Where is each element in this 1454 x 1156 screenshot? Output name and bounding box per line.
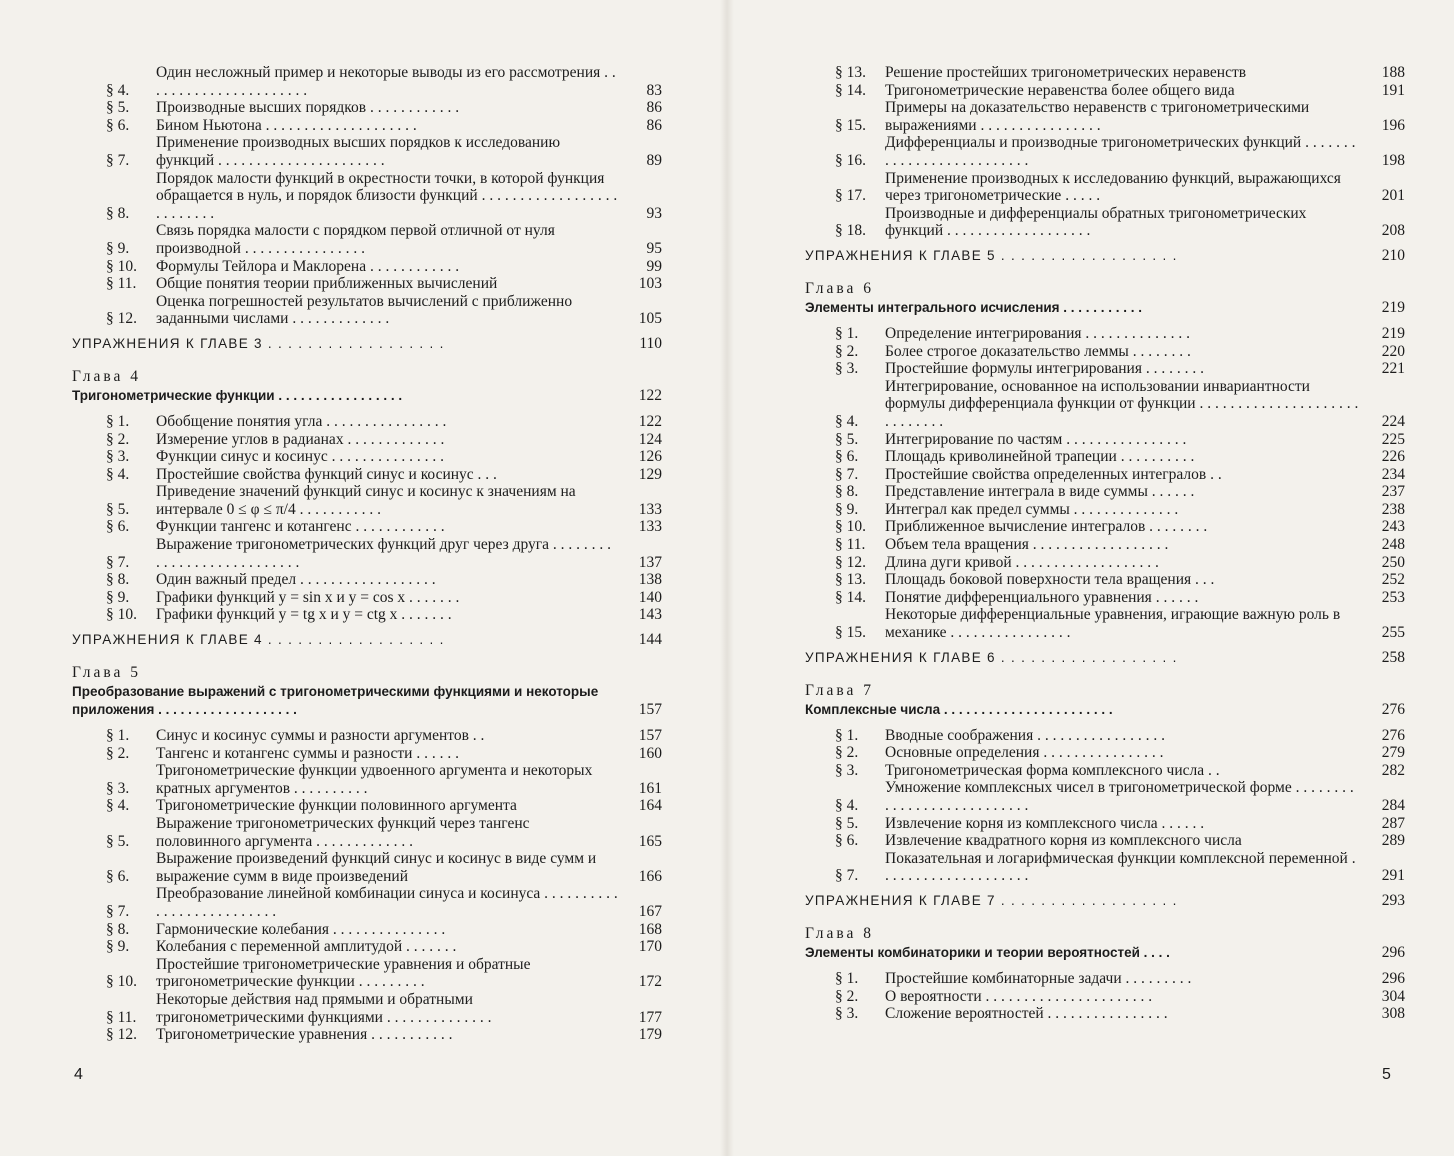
section-number: § 1. xyxy=(835,969,859,987)
toc-entry xyxy=(72,762,662,797)
section-number: § 9. xyxy=(106,938,130,956)
chapter-label: Глава 4 xyxy=(72,367,142,385)
section-title: Простейшие формулы интегрирования . . . . . . . . xyxy=(885,360,1204,378)
chapter-label: Глава 8 xyxy=(805,924,875,942)
toc-entry xyxy=(805,744,1405,762)
section-number: § 9. xyxy=(106,588,130,606)
toc-entry xyxy=(805,134,1405,169)
toc-entry xyxy=(72,727,662,745)
section-number: § 8. xyxy=(106,204,130,222)
page-ref: 126 xyxy=(638,448,662,466)
section-number: § 2. xyxy=(835,342,859,360)
page-ref: 164 xyxy=(638,797,662,815)
page-ref: 86 xyxy=(646,99,662,117)
page-ref: 252 xyxy=(1381,571,1405,589)
section-number: § 11. xyxy=(106,1008,137,1026)
section-number: § 7. xyxy=(835,465,859,483)
section-title: Производные высших порядков . . . . . . . . . . . . xyxy=(156,99,460,117)
section-title: Порядок малости функций в окрестности точки, в которой функция обращается в нуль, и порядок близости функций . . . . . . . . . . . . . . . . . . . . . . . . . . xyxy=(156,169,618,222)
section-title: Представление интеграла в виде суммы . . . . . . xyxy=(885,483,1195,501)
toc-entry xyxy=(72,99,662,117)
section-title: Более строгое доказательство леммы . . . . . . . . xyxy=(885,342,1191,360)
toc-entry xyxy=(72,293,662,328)
page-ref: 95 xyxy=(646,239,662,257)
page-ref: 191 xyxy=(1381,81,1405,99)
toc-entry xyxy=(72,134,662,169)
section-number: § 16. xyxy=(835,151,866,169)
page-ref: 248 xyxy=(1381,536,1405,554)
toc-entry xyxy=(805,501,1405,519)
toc-entry xyxy=(72,448,662,466)
section-number: § 10. xyxy=(106,606,137,624)
section-title: Дифференциалы и производные тригонометрических функций . . . . . . . . . . . . . . . . . . . . . . . . . . xyxy=(885,134,1356,169)
page-ref: 282 xyxy=(1381,761,1405,779)
section-number: § 10. xyxy=(106,257,137,275)
section-title: Площадь боковой поверхности тела вращения . . . xyxy=(885,571,1215,589)
toc-entry xyxy=(72,956,662,991)
section-title: Выражение тригонометрических функций через тангенс половинного аргумента . . . . . . . . . . . . . xyxy=(156,815,530,850)
chapter-label: Глава 6 xyxy=(805,279,875,297)
toc-entry xyxy=(805,606,1405,641)
chapter-title xyxy=(72,387,662,405)
section-title: Некоторые действия над прямыми и обратными тригонометрическими функциями . . . . . . . . . . . . . . xyxy=(156,990,492,1026)
section-number: § 7. xyxy=(835,867,859,885)
page-ref: 198 xyxy=(1381,151,1405,169)
section-title: Тригонометрические неравенства более общего вида xyxy=(885,81,1235,99)
toc-entry xyxy=(72,921,662,939)
page-ref: 304 xyxy=(1381,987,1405,1005)
section-number: § 10. xyxy=(835,518,866,536)
page-ref: 133 xyxy=(638,500,662,518)
section-number: § 8. xyxy=(835,483,859,501)
chapter-title xyxy=(805,299,1405,317)
section-title: Один важный предел . . . . . . . . . . . . . . . . . . xyxy=(156,571,436,589)
section-title: Примеры на доказательство неравенств с тригонометрическими выражениями . . . . . . . . . . . . . . . . xyxy=(885,99,1310,134)
section-title: Связь порядка малости с порядком первой отличной от нуля производной . . . . . . . . . . . . . . . . xyxy=(156,222,555,257)
page-ref: 255 xyxy=(1381,624,1405,642)
toc-entry xyxy=(805,343,1405,361)
page-ref: 172 xyxy=(638,973,662,991)
toc-entry xyxy=(72,413,662,431)
section-title: Интегрирование по частям . . . . . . . . . . . . . . . . xyxy=(885,430,1187,448)
section-number: § 15. xyxy=(835,624,866,642)
section-title: Простейшие свойства определенных интегралов . . xyxy=(885,465,1222,483)
page-ref: 225 xyxy=(1381,430,1405,448)
right-page xyxy=(727,0,1454,1156)
page-ref: 279 xyxy=(1381,744,1405,762)
page-ref: 165 xyxy=(638,832,662,850)
toc-entry xyxy=(72,745,662,763)
page-ref: 238 xyxy=(1381,500,1405,518)
section-number: § 1. xyxy=(106,727,130,745)
section-title: Формулы Тейлора и Маклорена . . . . . . . . . . . . xyxy=(156,257,460,275)
page-ref: 86 xyxy=(646,116,662,134)
section-title: Графики функций y = tg x и y = ctg x . . . . . . . xyxy=(156,606,452,624)
section-title: Обобщение понятия угла . . . . . . . . . . . . . . . . xyxy=(156,412,447,430)
toc-entry xyxy=(72,571,662,589)
section-title: Приближенное вычисление интегралов . . . . . . . . xyxy=(885,518,1208,536)
section-title: Тригонометрическая форма комплексного числа . . xyxy=(885,761,1220,779)
page-ref: 220 xyxy=(1381,342,1405,360)
section-number: § 5. xyxy=(106,500,130,518)
section-title: Применение производных к исследованию функций, выражающихся через тригонометрические . . . . . xyxy=(885,169,1341,205)
section-number: § 5. xyxy=(835,814,859,832)
section-title: Тригонометрические функции половинного аргумента xyxy=(156,797,517,815)
section-title: Умножение комплексных чисел в тригонометрической форме . . . . . . . . . . . . . . . . . . . . . . . . . . . xyxy=(885,779,1354,814)
page-ref: 140 xyxy=(638,588,662,606)
page-ref: 188 xyxy=(1381,64,1405,81)
section-title: Вводные соображения . . . . . . . . . . . . . . . . . xyxy=(885,726,1165,744)
toc-entry xyxy=(805,1005,1405,1023)
section-number: § 8. xyxy=(106,571,130,589)
page-ref: 167 xyxy=(638,902,662,920)
page-ref: 234 xyxy=(1381,465,1405,483)
toc-entry xyxy=(805,205,1405,240)
section-title: Определение интегрирования . . . . . . . . . . . . . . xyxy=(885,324,1190,342)
section-title: О вероятности . . . . . . . . . . . . . . . . . . . . . . xyxy=(885,987,1153,1005)
toc-entry xyxy=(805,589,1405,607)
section-number: § 3. xyxy=(835,761,859,779)
section-number: § 9. xyxy=(835,500,859,518)
section-title: Функции синус и косинус . . . . . . . . . . . . . . . xyxy=(156,448,444,466)
exercises-title: УПРАЖНЕНИЯ К ГЛАВЕ 5 . . . . . . . . . . . . . . . . . . xyxy=(805,247,1178,263)
section-title: Понятие дифференциального уравнения . . . . . . xyxy=(885,588,1199,606)
section-number: § 4. xyxy=(106,797,130,815)
page-ref: 124 xyxy=(638,430,662,448)
toc-entry xyxy=(805,483,1405,501)
page-number-left: 4 xyxy=(74,1066,83,1083)
section-title: Простейшие комбинаторные задачи . . . . . . . . . xyxy=(885,969,1192,987)
page-ref: 144 xyxy=(638,631,662,649)
section-title: Простейшие тригонометрические уравнения и обратные тригонометрические функции . . . . . . . . . xyxy=(156,955,531,991)
page-ref: 276 xyxy=(1381,700,1405,718)
section-number: § 9. xyxy=(106,239,130,257)
page-ref: 103 xyxy=(638,275,662,293)
section-number: § 3. xyxy=(106,779,130,797)
section-title: Графики функций y = sin x и y = cos x . . . . . . . xyxy=(156,588,460,606)
page-ref: 177 xyxy=(638,1008,662,1026)
section-number: § 4. xyxy=(106,465,130,483)
toc-entry xyxy=(805,325,1405,343)
section-number: § 2. xyxy=(106,430,130,448)
toc-entry xyxy=(72,797,662,815)
section-number: § 4. xyxy=(835,412,859,430)
toc-entry xyxy=(805,82,1405,100)
section-title: Объем тела вращения . . . . . . . . . . . . . . . . . . xyxy=(885,536,1169,554)
page-ref: 168 xyxy=(638,920,662,938)
toc-entry xyxy=(72,606,662,624)
page-ref: 157 xyxy=(638,701,662,719)
page-ref: 201 xyxy=(1381,187,1405,205)
toc-entry xyxy=(72,938,662,956)
toc-entry xyxy=(72,518,662,536)
section-title: Выражение тригонометрических функций друг через друга . . . . . . . . . . . . . . . . . . . . . . . . . . . xyxy=(156,536,611,571)
section-number: § 12. xyxy=(106,310,137,328)
chapter-title-text: Преобразование выражений с тригонометрическими функциями и некоторые приложения . . . . . . . . . . . . . . . . . . . xyxy=(72,684,599,718)
page-ref: 143 xyxy=(638,606,662,624)
toc-entry xyxy=(805,554,1405,572)
section-title: Тангенс и котангенс суммы и разности . . . . . . xyxy=(156,744,459,762)
page-ref: 208 xyxy=(1381,222,1405,240)
section-title: Решение простейших тригонометрических неравенств xyxy=(885,64,1247,81)
chapter-label: Глава 5 xyxy=(72,664,142,682)
exercises-title: УПРАЖНЕНИЯ К ГЛАВЕ 3 . . . . . . . . . . . . . . . . . . xyxy=(72,335,445,351)
section-title: Длина дуги кривой . . . . . . . . . . . . . . . . . . . xyxy=(885,553,1159,571)
page-ref: 122 xyxy=(638,412,662,430)
section-title: Гармонические колебания . . . . . . . . . . . . . . . xyxy=(156,920,446,938)
section-title: Преобразование линейной комбинации синуса и косинуса . . . . . . . . . . . . . . . . . . . . . . . . . . xyxy=(156,885,618,920)
toc-entry xyxy=(805,466,1405,484)
chapter-title xyxy=(805,701,1405,719)
toc-entry xyxy=(805,727,1405,745)
page-ref: 137 xyxy=(638,553,662,571)
page-ref: 83 xyxy=(646,81,662,99)
page-number-right: 5 xyxy=(1382,1066,1391,1083)
section-number: § 11. xyxy=(106,275,137,293)
page-ref: 138 xyxy=(638,571,662,589)
section-title: Общие понятия теории приближенных вычислений xyxy=(156,275,498,293)
toc-entry xyxy=(72,850,662,885)
page-ref: 105 xyxy=(638,310,662,328)
section-number: § 6. xyxy=(835,448,859,466)
page-ref: 276 xyxy=(1381,726,1405,744)
section-number: § 3. xyxy=(835,1005,859,1023)
page-ref: 179 xyxy=(638,1026,662,1044)
section-number: § 4. xyxy=(106,81,130,99)
toc-entry xyxy=(805,815,1405,833)
section-number: § 13. xyxy=(835,64,866,81)
section-number: § 7. xyxy=(106,553,130,571)
exercises-entry xyxy=(805,247,1405,265)
section-number: § 6. xyxy=(106,518,130,536)
page-ref: 166 xyxy=(638,867,662,885)
section-title: Площадь криволинейной трапеции . . . . . . . . . . xyxy=(885,448,1195,466)
toc-entry xyxy=(805,850,1405,885)
toc-entry xyxy=(805,64,1405,82)
page-ref: 161 xyxy=(638,779,662,797)
page-ref: 196 xyxy=(1381,116,1405,134)
page-ref: 284 xyxy=(1381,797,1405,814)
toc-entry xyxy=(805,99,1405,134)
page-ref: 219 xyxy=(1381,324,1405,342)
section-title: Извлечение корня из комплексного числа . . . . . . xyxy=(885,814,1205,832)
page-ref: 289 xyxy=(1381,832,1405,850)
page-ref: 237 xyxy=(1381,483,1405,501)
section-number: § 1. xyxy=(106,412,130,430)
section-title: Выражение произведений функций синус и косинус в виде сумм и выражение сумм в виде произведений xyxy=(156,850,597,885)
page-ref: 287 xyxy=(1381,814,1405,832)
section-title: Измерение углов в радианах . . . . . . . . . . . . . xyxy=(156,430,445,448)
exercises-entry xyxy=(72,631,662,649)
section-number: § 12. xyxy=(835,553,866,571)
section-number: § 14. xyxy=(835,81,866,99)
section-title: Применение производных высших порядков к исследованию функций . . . . . . . . . . . . . . . . . . . . . . xyxy=(156,134,561,169)
page-ref: 99 xyxy=(646,257,662,275)
page-ref: 129 xyxy=(638,465,662,483)
section-number: § 13. xyxy=(835,571,866,589)
page-ref: 110 xyxy=(639,334,662,352)
section-number: § 15. xyxy=(835,116,866,134)
page-ref: 210 xyxy=(1381,246,1405,264)
exercises-title: УПРАЖНЕНИЯ К ГЛАВЕ 4 . . . . . . . . . . . . . . . . . . xyxy=(72,632,445,648)
section-number: § 10. xyxy=(106,973,137,991)
toc-entry xyxy=(805,360,1405,378)
toc-entry xyxy=(805,170,1405,205)
toc-entry xyxy=(72,222,662,257)
page-ref: 296 xyxy=(1381,943,1405,961)
section-title: Основные определения . . . . . . . . . . . . . . . . xyxy=(885,744,1164,762)
section-title: Тригонометрические функции удвоенного аргумента и некоторых кратных аргументов . . . . . . . . . . xyxy=(156,762,593,797)
section-title: Бином Ньютона . . . . . . . . . . . . . . . . . . . . xyxy=(156,116,417,134)
toc-column-right xyxy=(805,64,1405,1023)
section-number: § 7. xyxy=(106,151,130,169)
page-ref: 93 xyxy=(646,204,662,222)
section-number: § 5. xyxy=(835,430,859,448)
exercises-entry xyxy=(805,892,1405,910)
toc-entry xyxy=(72,117,662,135)
exercises-title: УПРАЖНЕНИЯ К ГЛАВЕ 7 . . . . . . . . . . . . . . . . . . xyxy=(805,892,1178,908)
toc-entry xyxy=(72,991,662,1026)
exercises-entry xyxy=(72,335,662,353)
section-title: Функции тангенс и котангенс . . . . . . . . . . . . xyxy=(156,518,445,536)
chapter-label: Глава 7 xyxy=(805,681,875,699)
section-number: § 2. xyxy=(835,744,859,762)
page-ref: 226 xyxy=(1381,448,1405,466)
chapter-title-text: Комплексные числа . . . . . . . . . . . . . . . . . . . . . . . xyxy=(805,701,1113,717)
toc-entry xyxy=(805,378,1405,431)
chapter-title-text: Элементы интегрального исчисления . . . . . . . . . . . xyxy=(805,299,1143,315)
section-number: § 3. xyxy=(106,448,130,466)
page-ref: 157 xyxy=(638,727,662,745)
page-ref: 296 xyxy=(1381,969,1405,987)
page-ref: 160 xyxy=(638,744,662,762)
page-ref: 133 xyxy=(638,518,662,536)
section-number: § 2. xyxy=(106,744,130,762)
section-number: § 7. xyxy=(106,902,130,920)
section-number: § 11. xyxy=(835,536,866,554)
exercises-title: УПРАЖНЕНИЯ К ГЛАВЕ 6 . . . . . . . . . . . . . . . . . . xyxy=(805,649,1178,665)
page-ref: 253 xyxy=(1381,588,1405,606)
page-ref: 89 xyxy=(646,151,662,169)
section-title: Колебания с переменной амплитудой . . . . . . . xyxy=(156,938,457,956)
page-ref: 224 xyxy=(1381,412,1405,430)
page-ref: 219 xyxy=(1381,298,1405,316)
toc-entry xyxy=(805,762,1405,780)
toc-entry xyxy=(805,448,1405,466)
section-number: § 2. xyxy=(835,987,859,1005)
page-ref: 243 xyxy=(1381,518,1405,536)
section-number: § 3. xyxy=(835,360,859,378)
section-title: Приведение значений функций синус и косинус к значениям на интервале 0 ≤ φ ≤ π/4 . . . . . . . . . . . xyxy=(156,483,576,518)
section-title: Производные и дифференциалы обратных тригонометрических функций . . . . . . . . . . . . . . . . . . . xyxy=(885,204,1307,240)
section-title: Тригонометрические уравнения . . . . . . . . . . . xyxy=(156,1026,453,1044)
toc-entry xyxy=(72,466,662,484)
toc-entry xyxy=(72,170,662,223)
toc-entry xyxy=(72,483,662,518)
section-title: Интеграл как предел суммы . . . . . . . . . . . . . . xyxy=(885,500,1179,518)
page-ref: 221 xyxy=(1381,360,1405,378)
section-number: § 1. xyxy=(835,726,859,744)
section-number: § 5. xyxy=(106,832,130,850)
section-number: § 1. xyxy=(835,324,859,342)
section-title: Показательная и логарифмическая функции комплексной переменной . . . . . . . . . . . . . . . . . . . . xyxy=(885,849,1356,885)
toc-entry xyxy=(72,258,662,276)
toc-entry xyxy=(805,779,1405,814)
section-title: Некоторые дифференциальные уравнения, играющие важную роль в механике . . . . . . . . . . . . . . . . xyxy=(885,606,1341,642)
page-ref: 291 xyxy=(1381,867,1405,885)
toc-entry xyxy=(72,815,662,850)
section-number: § 18. xyxy=(835,222,866,240)
toc-entry xyxy=(72,275,662,293)
section-title: Извлечение квадратного корня из комплексного числа xyxy=(885,832,1242,850)
section-title: Один несложный пример и некоторые выводы из его рассмотрения . . . . . . . . . . . . . . . . . . . . . . xyxy=(156,64,616,99)
toc-entry xyxy=(805,431,1405,449)
toc-entry xyxy=(805,536,1405,554)
section-number: § 8. xyxy=(106,920,130,938)
chapter-title xyxy=(72,683,662,719)
page-ref: 293 xyxy=(1381,891,1405,909)
toc-entry xyxy=(72,64,662,99)
section-number: § 12. xyxy=(106,1026,137,1044)
section-title: Оценка погрешностей результатов вычислений с приближенно заданными числами . . . . . . . . . . . . . xyxy=(156,292,573,328)
toc-entry xyxy=(72,536,662,571)
section-title: Сложение вероятностей . . . . . . . . . . . . . . . . xyxy=(885,1005,1168,1023)
section-title: Простейшие свойства функций синус и косинус . . . xyxy=(156,465,497,483)
toc-entry xyxy=(72,1026,662,1044)
toc-entry xyxy=(72,589,662,607)
chapter-title-text: Элементы комбинаторики и теории вероятностей . . . . xyxy=(805,944,1170,960)
page-ref: 250 xyxy=(1381,553,1405,571)
section-number: § 6. xyxy=(106,116,130,134)
section-number: § 6. xyxy=(106,867,130,885)
section-number: § 4. xyxy=(835,797,859,814)
toc-entry xyxy=(72,885,662,920)
toc-entry xyxy=(805,832,1405,850)
section-number: § 5. xyxy=(106,99,130,117)
page-ref: 122 xyxy=(638,386,662,404)
toc-entry xyxy=(805,988,1405,1006)
section-title: Интегрирование, основанное на использовании инвариантности формулы дифференциала функции от функции . . . . . . . . . . . . . . . . . . . . . . . . . . . . . xyxy=(885,377,1359,430)
page-ref: 308 xyxy=(1381,1005,1405,1023)
toc-column-left xyxy=(72,64,662,1044)
chapter-title-text: Тригонометрические функции . . . . . . . . . . . . . . . . . xyxy=(72,387,403,403)
page-ref: 258 xyxy=(1381,648,1405,666)
page-ref: 170 xyxy=(638,938,662,956)
section-title: Синус и косинус суммы и разности аргументов . . xyxy=(156,727,485,745)
section-number: § 6. xyxy=(835,832,859,850)
toc-entry xyxy=(805,970,1405,988)
exercises-entry xyxy=(805,649,1405,667)
section-number: § 17. xyxy=(835,187,866,205)
chapter-title xyxy=(805,944,1405,962)
toc-entry xyxy=(805,571,1405,589)
toc-entry xyxy=(72,431,662,449)
section-number: § 14. xyxy=(835,588,866,606)
toc-entry xyxy=(805,518,1405,536)
